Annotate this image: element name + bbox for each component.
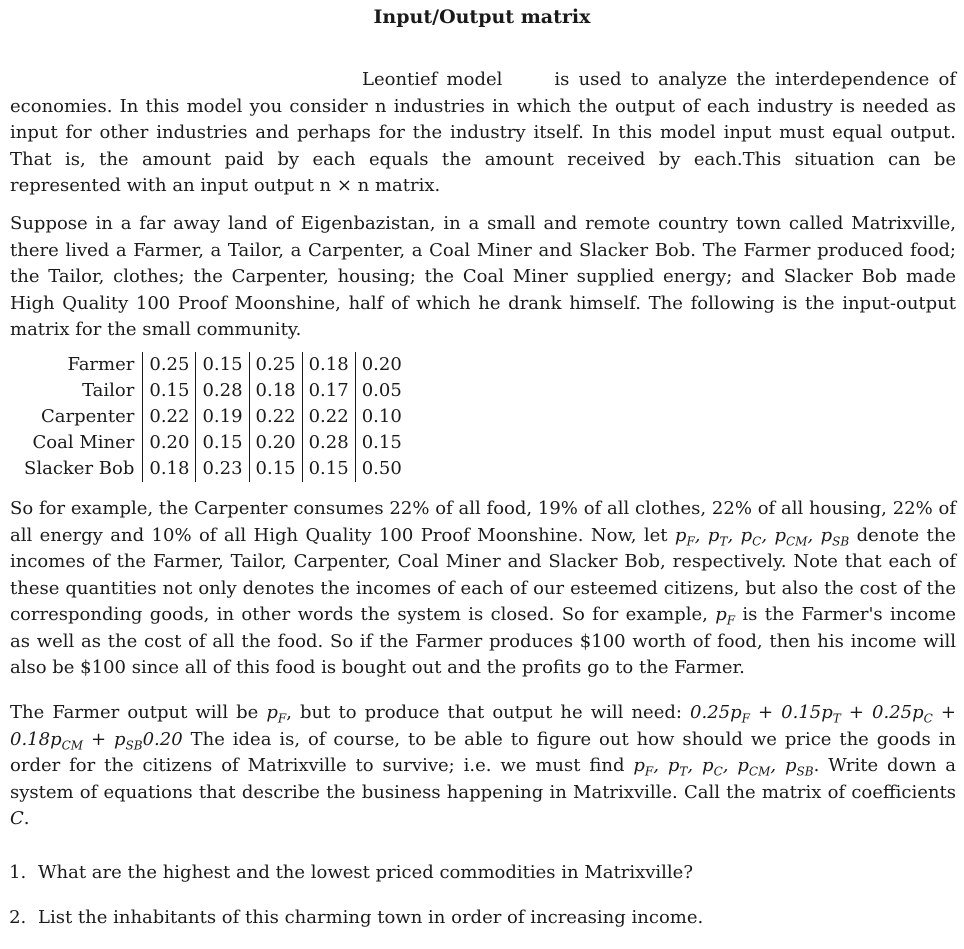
- example-part-2: denote the incomes of the Farmer, Tailor, Carpenter, Coal Miner and Slacker Bob, respectively. Note that each of these quantities not only denotes the incomes of each of our esteemed citizens, but also the cost of the corresponding goods, in other words the system is closed. So for example,: [10, 524, 956, 625]
- income-variables: $p_F$, $p_T$, $p_C$, $p_{CM}$, $p_{SB}$: [674, 524, 850, 549]
- farmer-equation: $0.25p_F + 0.15p_T + 0.25p_C + 0.18p_{CM} + p_{SB}0.20$: [10, 702, 956, 753]
- matrix-cell: 0.20: [143, 430, 196, 456]
- question-list: [10, 860, 932, 949]
- coefficient-matrix-name: C: [10, 808, 24, 829]
- unknown-variables: $p_F$, $p_T$, $p_C$, $p_{CM}$, $p_{SB}$: [633, 755, 814, 779]
- matrix-row: [18, 456, 408, 482]
- story-paragraph: Suppose in a far away land of Eigenbazistan, in a small and remote country town called Matrixville, there lived a Farmer, a Tailor, a Carpenter, a Coal Miner and Slacker Bob. The Farmer produced food; the Tailor, clothes; the Carpenter, housing; the Coal Miner supplied energy; and Slacker Bob made High Quality 100 Proof Moonshine, half of which he drank himself. The following is the input-output matrix for the small community.: [10, 213, 956, 340]
- page-title: Input/Output matrix: [373, 6, 591, 28]
- matrix-cell: 0.15: [196, 430, 249, 456]
- matrix-cell: 0.25: [143, 352, 196, 378]
- matrix-row: [18, 352, 408, 378]
- task-part-1: The Farmer output will be: [10, 702, 259, 723]
- matrix-row-label: Carpenter: [41, 406, 135, 427]
- matrix-cell: 0.17: [302, 378, 355, 404]
- matrix-cell: 0.15: [302, 456, 355, 482]
- matrix-row-label: Tailor: [82, 380, 135, 401]
- matrix-row: [18, 404, 408, 430]
- matrix-row-label: Slacker Bob: [24, 458, 135, 479]
- question-1: 1. What are the highest and the lowest priced commodities in Matrixville?: [32, 860, 932, 887]
- matrix-cell: 0.22: [249, 404, 302, 430]
- matrix-row: [18, 430, 408, 456]
- example-part-3: is the Farmer's income as well as the cost of all the food. So if the Farmer produces $100 worth of food, then his income will also be $100 since all of this food is bought out and the profits go to the Farmer.: [10, 604, 956, 678]
- matrix-row-label: Coal Miner: [32, 432, 135, 453]
- matrix-cell: 0.50: [355, 456, 408, 482]
- matrix-cell: 0.25: [249, 352, 302, 378]
- intro-lead: is used to analyze the interdependence of: [554, 69, 956, 90]
- matrix-cell: 0.18: [302, 352, 355, 378]
- task-paragraph: The Farmer output will be $p_F$, but to produce that output he will need: $0.25p_F + 0.15p_T + 0.25p_C + 0.18p_{CM} + p_{SB}0.20$ The idea is, of course, to be able to figure out how should we price the goods in order for the citizens of Matrixville to survive; i.e. we must find $p_F$, $p_T$, $p_C$, $p_{CM}$, $p_{SB}$. Write down a system of equations that describe the business happening in Matrixville. Call the matrix of coefficients C.: [10, 702, 957, 829]
- matrix-cell: 0.15: [143, 378, 196, 404]
- intro-rest: economies. In this model you consider n industries in which the output of each industry is needed as input for other industries and perhaps for the industry itself. In this model input must equal output. That is, the amount paid by each equals the amount received by each.This situation can be represented with an input output n × n matrix.: [10, 95, 956, 196]
- example-part-1: So for example, the Carpenter consumes 22% of all food, 19% of all clothes, 22% of all housing, 22% of all energy and 10% of all High Quality 100 Proof Moonshine. Now, let: [10, 498, 956, 546]
- matrix-cell: 0.18: [143, 456, 196, 482]
- task-part-4: . Write down a system of equations that describe the business happening in Matrixville. Call the matrix of coefficients: [10, 755, 957, 803]
- matrix-cell: 0.15: [355, 430, 408, 456]
- farmer-income-var: $p_F$: [715, 604, 736, 628]
- matrix-cell: 0.28: [196, 378, 249, 404]
- matrix-cell: 0.28: [302, 430, 355, 456]
- task-part-2: , but to produce that output he will need:: [286, 702, 682, 723]
- matrix-row: [18, 378, 408, 404]
- matrix-cell: 0.18: [249, 378, 302, 404]
- leontief-term: Leontief model: [362, 69, 503, 90]
- task-part-3: The idea is, of course, to be able to figure out how should we price the goods in order for the citizens of Matrixville to survive; i.e. we must find: [10, 728, 956, 776]
- matrix-cell: 0.23: [196, 456, 249, 482]
- matrix-cell: 0.10: [355, 404, 408, 430]
- example-paragraph: [10, 496, 956, 682]
- matrix-row-label: Farmer: [67, 354, 135, 375]
- matrix-cell: 0.22: [143, 404, 196, 430]
- matrix-cell: 0.20: [249, 430, 302, 456]
- matrix-cell: 0.20: [355, 352, 408, 378]
- matrix-cell: 0.22: [302, 404, 355, 430]
- matrix-cell: 0.15: [196, 352, 249, 378]
- matrix-cell: 0.05: [355, 378, 408, 404]
- matrix-cell: 0.15: [249, 456, 302, 482]
- input-output-matrix: [18, 352, 408, 482]
- farmer-output-var: $p_F$: [266, 702, 287, 726]
- question-2: 2. List the inhabitants of this charming town in order of increasing income.: [32, 905, 932, 932]
- intro-paragraph: [10, 67, 956, 200]
- matrix-cell: 0.19: [196, 404, 249, 430]
